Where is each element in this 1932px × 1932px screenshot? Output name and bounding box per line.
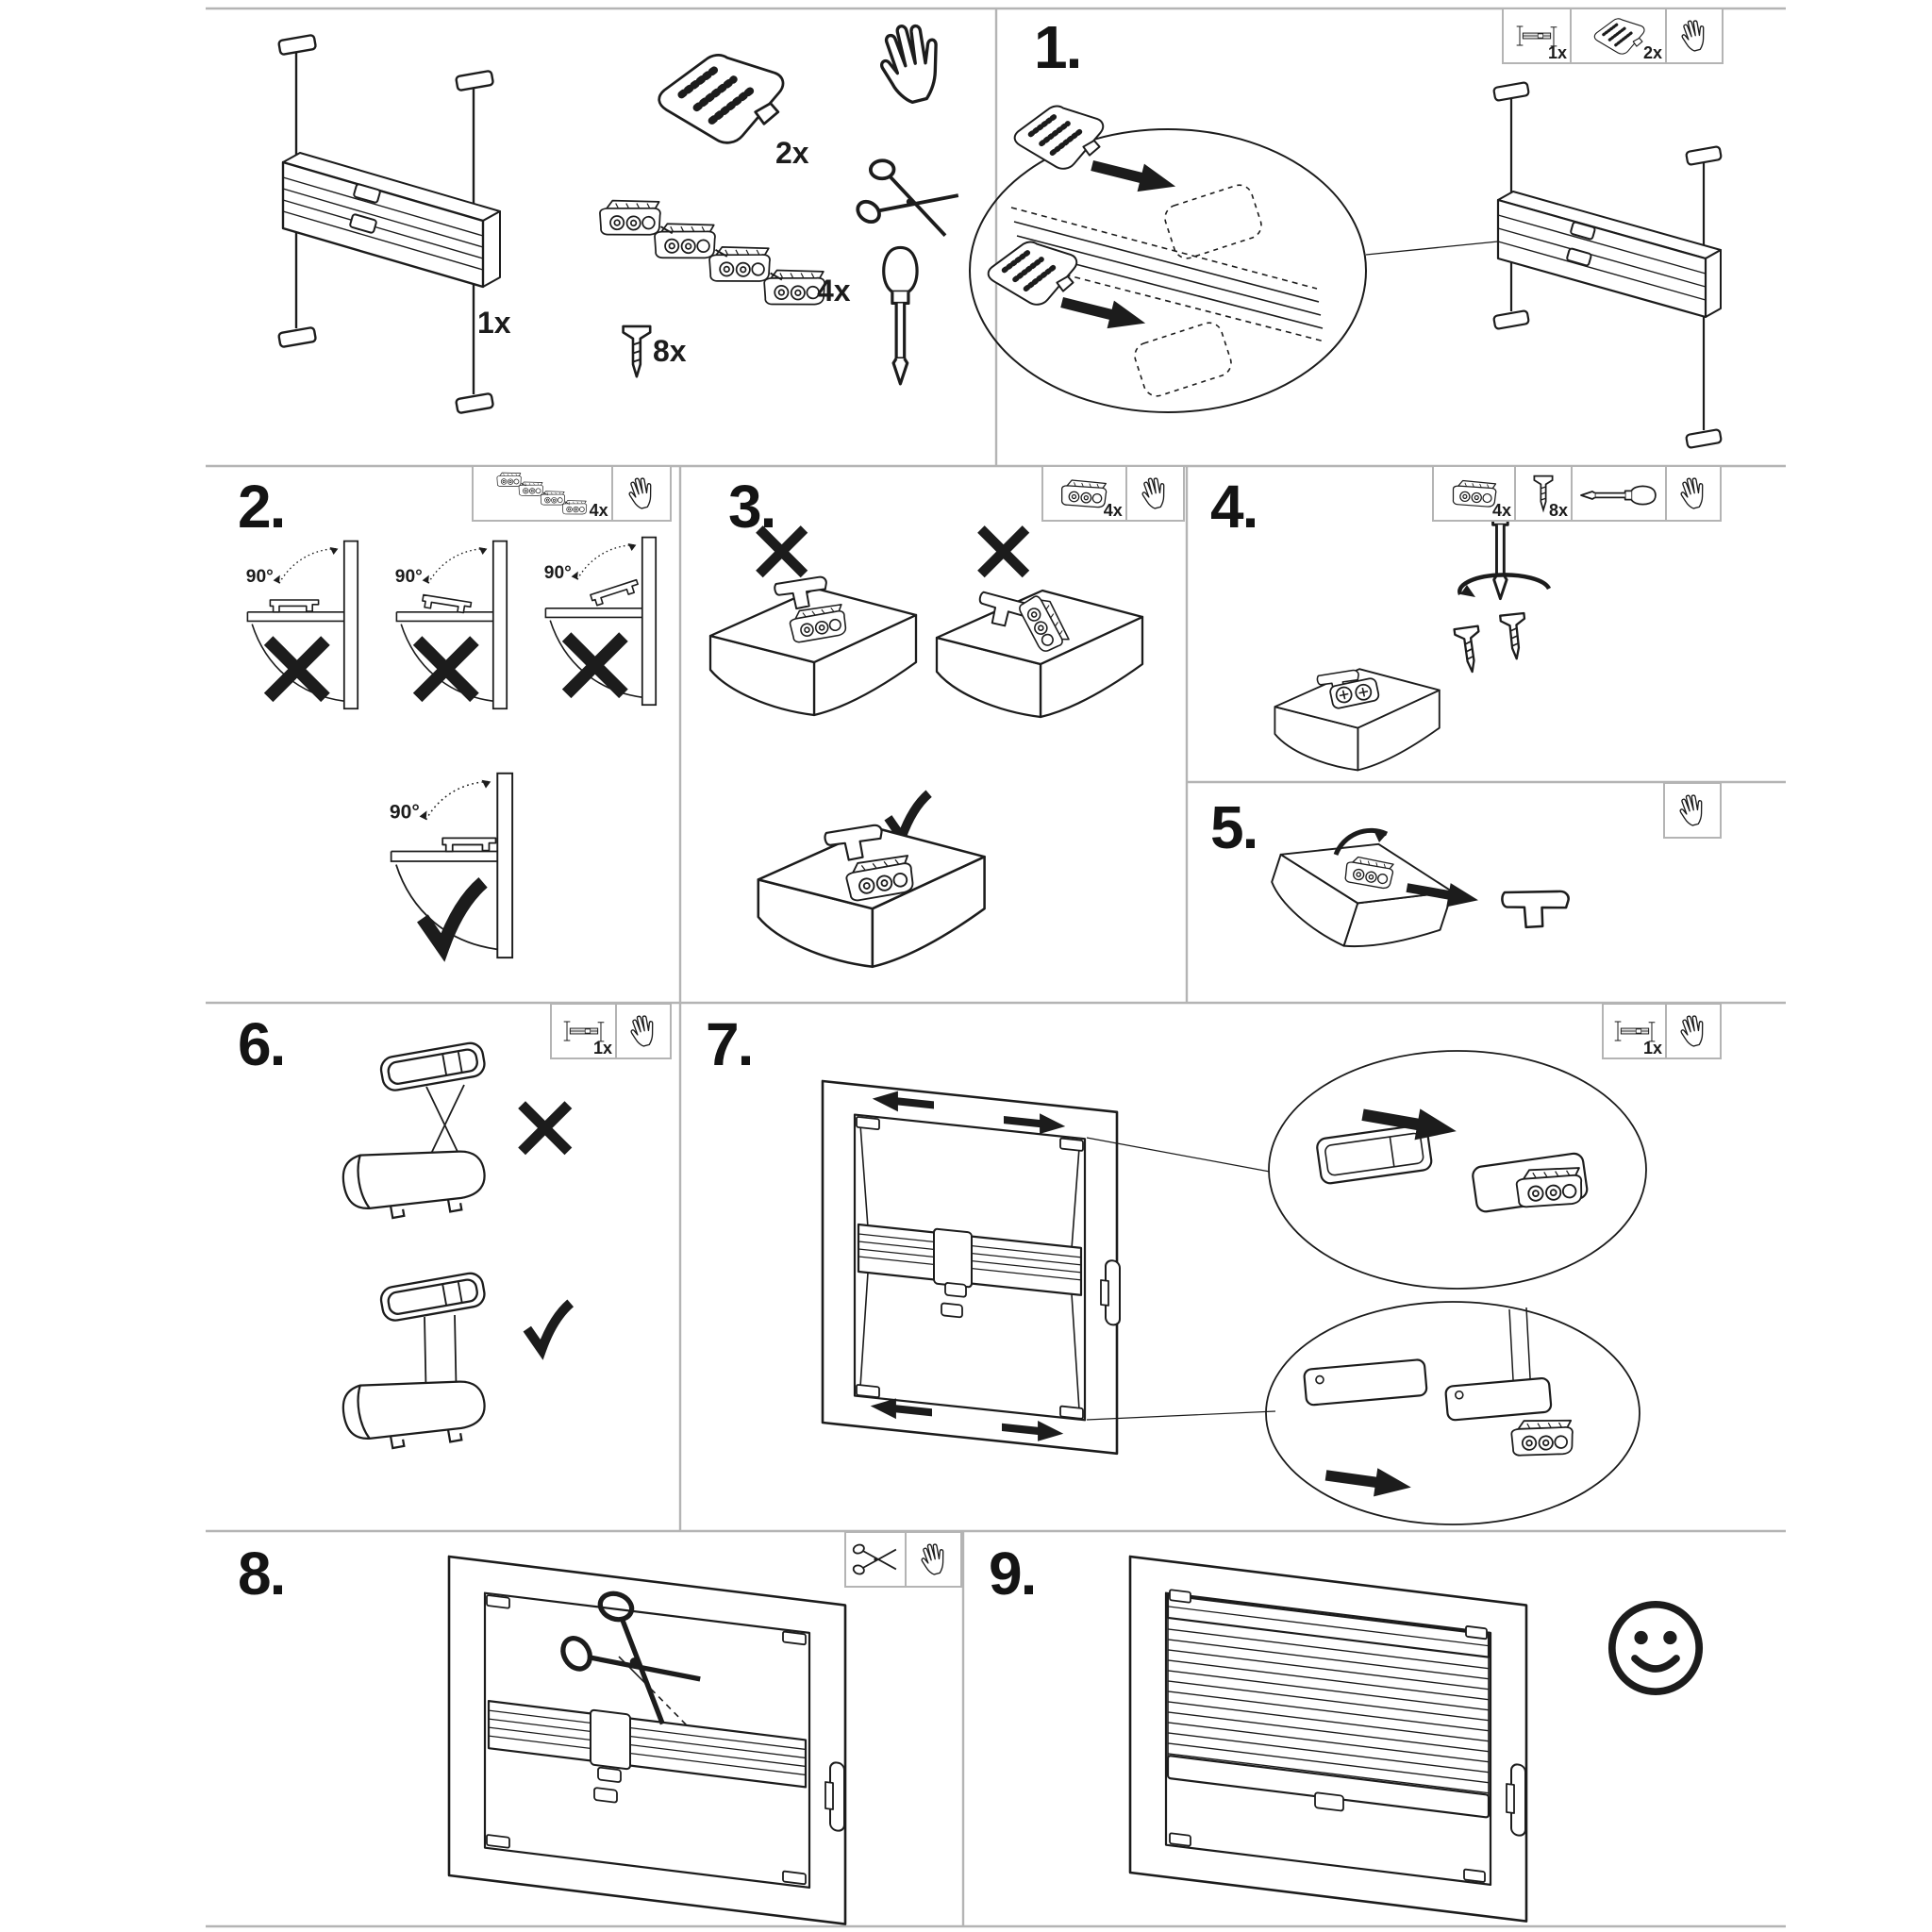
toolbar-cell-blind xyxy=(1604,1005,1665,1058)
scissors-icon xyxy=(852,1541,899,1577)
hand-icon xyxy=(624,472,659,515)
toolbar-cell-hand xyxy=(1665,784,1720,837)
check-mark-icon xyxy=(888,793,928,837)
toolbar-cell-hand xyxy=(1665,9,1722,62)
window-with-blind xyxy=(823,1081,1120,1454)
qty-label: 1x xyxy=(592,1039,612,1058)
cross-mark-icon xyxy=(981,529,1026,575)
step-6-number: 6. xyxy=(238,1010,285,1078)
step-1-art xyxy=(970,82,1722,448)
step-1-toolbar xyxy=(1502,8,1724,64)
toolbar-cell-bracket xyxy=(1043,467,1125,520)
toolbar-cell-bracket xyxy=(1434,467,1514,520)
arrow-icon xyxy=(1089,152,1179,201)
qty-label: 4x xyxy=(1103,501,1123,520)
step-3-art xyxy=(710,529,1142,967)
toolbar-cell-screwdriver xyxy=(1571,467,1665,520)
wrong-position-1 xyxy=(246,541,358,709)
step-9-art xyxy=(1130,1557,1699,1922)
toolbar-cell-blind xyxy=(552,1005,615,1058)
toolbar-cell-bracket-strip xyxy=(474,467,611,520)
hand-icon xyxy=(625,1009,661,1053)
step-8-toolbar xyxy=(844,1531,962,1588)
toolbar-cell-clamp xyxy=(1570,9,1665,62)
qty-label-clamp: 2x xyxy=(775,136,809,170)
window-cut-cord xyxy=(449,1557,845,1924)
step-4-number: 4. xyxy=(1210,473,1257,541)
angle-label: 90° xyxy=(389,801,420,824)
qty-label: 4x xyxy=(1491,501,1511,520)
qty-label: 1x xyxy=(1547,43,1567,62)
cover-piece xyxy=(1499,884,1570,933)
arrow-icon xyxy=(1002,1417,1063,1444)
clamp-icon xyxy=(1591,16,1647,57)
step-5-art xyxy=(1260,816,1570,973)
hand-icon xyxy=(874,19,948,107)
screw-drawing xyxy=(624,326,651,376)
cross-mark-icon xyxy=(418,641,475,697)
step-2-number: 2. xyxy=(238,473,285,541)
step-8-art xyxy=(449,1557,845,1924)
parts-panel-art xyxy=(278,19,962,413)
blind-assembly-small xyxy=(1493,82,1722,448)
blind-assembly-drawing xyxy=(278,35,500,413)
toolbar-cell-hand xyxy=(611,467,670,520)
step-2-art xyxy=(246,538,656,958)
step-4-toolbar xyxy=(1432,465,1722,522)
angle-label: 90° xyxy=(394,566,423,587)
finished-window xyxy=(1130,1557,1526,1922)
check-mark-icon xyxy=(527,1303,571,1349)
qty-label-bracket: 4x xyxy=(817,274,851,308)
hand-icon xyxy=(1137,472,1173,515)
qty-label-blind: 1x xyxy=(477,306,511,340)
hand-icon xyxy=(1675,1009,1711,1053)
cross-mark-icon xyxy=(567,637,624,693)
toolbar-cell-hand xyxy=(1665,467,1720,520)
toolbar-cell-screw xyxy=(1514,467,1571,520)
correct-straight-cords xyxy=(340,1272,571,1459)
detail-top-rail xyxy=(1269,1051,1646,1289)
angle-label: 90° xyxy=(245,566,274,587)
wrong-position-2 xyxy=(395,541,507,709)
angle-label: 90° xyxy=(543,562,572,583)
hand-icon xyxy=(1675,472,1711,515)
screwdriver-icon xyxy=(1577,480,1660,507)
hand-icon xyxy=(916,1538,952,1581)
toolbar-cell-hand xyxy=(1125,467,1183,520)
frame-with-bracket xyxy=(1274,669,1439,770)
step-6-toolbar xyxy=(550,1003,672,1059)
bracket-strip-icon xyxy=(490,468,595,519)
panel-grid-lines xyxy=(206,8,1786,1926)
step-5-toolbar xyxy=(1663,782,1722,839)
screwdriver-icon xyxy=(884,247,917,383)
step-6-art xyxy=(340,1041,571,1459)
correct-bracket xyxy=(758,825,985,967)
step-5-number: 5. xyxy=(1210,793,1257,861)
detail-bottom-rail xyxy=(1266,1302,1640,1524)
step-7-number: 7. xyxy=(706,1010,753,1078)
arrow-icon xyxy=(1324,1461,1413,1502)
cross-mark-icon xyxy=(522,1105,568,1151)
check-mark-icon xyxy=(423,882,483,947)
arrow-icon xyxy=(1058,289,1149,338)
hand-icon xyxy=(1676,14,1712,58)
step-1-number: 1. xyxy=(1034,13,1081,81)
qty-label-screw: 8x xyxy=(653,334,687,368)
scissors-icon xyxy=(851,154,962,249)
qty-label: 2x xyxy=(1642,43,1662,62)
qty-label: 8x xyxy=(1548,501,1568,520)
toolbar-cell-hand xyxy=(1665,1005,1720,1058)
step-8-number: 8. xyxy=(238,1540,285,1607)
step-3-toolbar xyxy=(1041,465,1185,522)
step-3-number: 3. xyxy=(728,473,775,541)
toolbar-cell-blind xyxy=(1504,9,1570,62)
correct-position xyxy=(390,774,512,958)
toolbar-cell-scissors xyxy=(846,1533,905,1586)
smiley-icon xyxy=(1612,1605,1699,1691)
step-9-number: 9. xyxy=(989,1540,1036,1607)
wrong-position-3 xyxy=(544,538,656,706)
clamp-part-drawing xyxy=(659,55,783,142)
qty-label: 4x xyxy=(589,501,608,520)
step-2-toolbar xyxy=(472,465,672,522)
toolbar-cell-hand xyxy=(615,1005,670,1058)
step-7-toolbar xyxy=(1602,1003,1722,1059)
wrong-bracket-2 xyxy=(937,585,1142,717)
wrong-bracket-1 xyxy=(710,577,916,715)
cross-mark-icon xyxy=(269,641,325,697)
toolbar-cell-hand xyxy=(905,1533,960,1586)
wrong-crossed-cords xyxy=(340,1041,569,1229)
bracket-strip-drawing xyxy=(599,197,826,308)
qty-label: 1x xyxy=(1642,1039,1662,1058)
hand-icon xyxy=(1674,789,1710,832)
step-7-art xyxy=(823,1051,1646,1524)
